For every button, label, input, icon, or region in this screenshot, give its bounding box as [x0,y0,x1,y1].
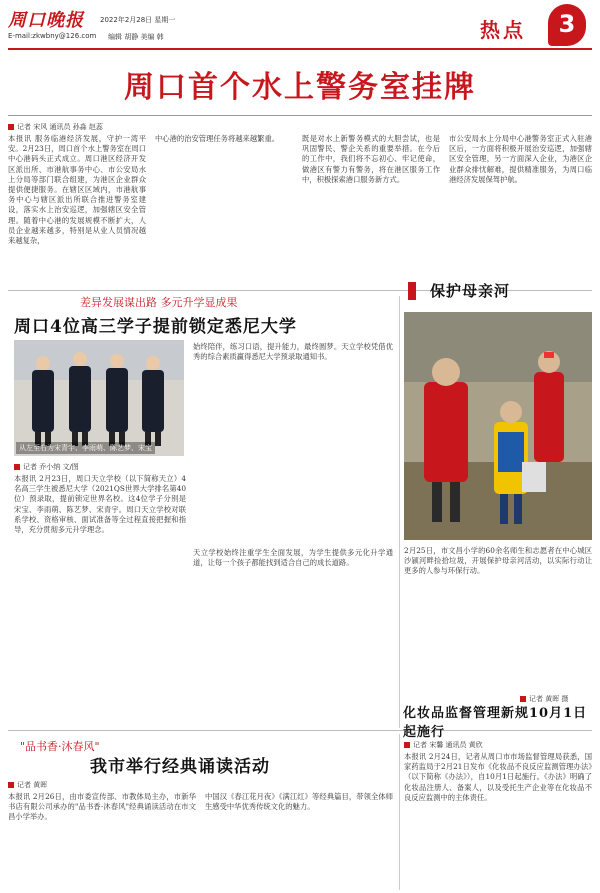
story2-col3: 天立学校始终注重学生全面发展，为学生提供多元化升学通道，让每一个孩子都能找到适合自己的成长道路。 [193,548,393,568]
story1-col3: 既是对水上新警务模式的大胆尝试，也是巩固警民、警企关系的重要举措。在今后的工作中，我们将不忘初心、牢记使命，做港区有警力有警务，将在港区服务工作中，积极探索港口服务新方式。 [302,134,440,184]
header-rule [8,48,592,50]
masthead-email: E-mail:zkwbny@126.com [8,32,97,40]
story3-caption: 2月25日，市文昌小学的60余名师生和志愿者在中心城区沙颍河畔捡拾垃圾，开展保护母亲河活动，以实际行动让更多的人参与环保行动。 [404,546,592,576]
story5-col1: 本报讯 2月24日，记者从周口市市场监督管理局获悉，国家药监局于2月21日发布《化妆品不良反应监测管理办法》（以下简称《办法》），自10月1日起施行。《办法》明确了化妆品注册人、备案人，以及受托生产企业等在化妆品不良反应监测中的主体责任。 [404,752,592,802]
masthead-date: 2022年2月28日 星期一 [100,16,176,24]
story5-headline: 化妆品监督管理新规10月1日起施行 [403,706,588,740]
section-label: 热点 [480,18,526,42]
students-photo-illustration [14,340,184,456]
story4-col2: 中国汉《春江花月夜》《满江红》等经典篇目，带领全体师生感受中华优秀传统文化的魅力。 [205,792,393,812]
story1-col4: 市公安局水上分局中心港警务室正式入驻港区后，一方面将积极开展治安巡逻，加强辖区安全管理，另一方面深入企业，为港区企业群众排忧解难，提供精准服务，为周口临港经济发展保驾护航。 [449,134,592,184]
story5-byline: 记者 宋馨 通讯员 黄欣 [404,740,483,750]
story4-byline: 记者 黄晖 [8,780,47,790]
protect-title-bar [408,282,416,300]
story1-byline: 记者 宋风 通讯员 孙淼 赵蕊 [8,122,103,132]
story3-headline: 保护母亲河 [430,282,511,300]
headline-rule [8,115,592,116]
column-divider [399,296,400,728]
masthead-editor: 编辑 胡静 美编 韩 [108,33,164,41]
story4-col1: 本报讯 2月26日，由市委宣传部、市教体局主办，市新华书店有限公司承办的"品书香·沐春风"经典诵读活动在市文昌小学举办。 [8,792,196,822]
story2-col1: 本报讯 2月23日，周口天立学校（以下简称天立）4名高三学生被悉尼大学（2021QS世界大学排名第40位）预录取，提前锁定世界名校。这4位学子分别是宋宝、李雨萌、陈艺梦、宋青宇。周口天立学校对联系学校、资格审核、面试准备等全过程直接把握和指导，充分贯彻多元升学理念。 [14,474,186,535]
students-photo [14,340,184,456]
students-photo-caption: 从左至右为宋青宇、李雨萌、陈艺梦、宋宝 [16,442,155,454]
column-divider-bottom [399,734,400,890]
story1-col1: 本报讯 服务临港经济发展，守护一湾平安。2月23日，周口首个水上警务室在周口中心港码头正式成立。周口港区经济开发区派出所、市港航事务中心、市公安局水上分局等部门联合组建，为港区企业群众提供便捷服务。在辖区区域内，市港航事务中心与辖区派出所联合推进警务室建设，落实水上治安巡逻，加强辖区安全管理。随着中心港的发展规模不断扩大，人员企业越来越多，特别是从业人员情况越来越复杂， [8,134,146,246]
cleanup-photo-illustration [404,312,592,540]
newspaper-logo: 周口晚报 [8,10,84,31]
story2-kicker: 差异发展谋出路 多元升学显成果 [80,296,238,309]
story4-headline: 我市举行经典诵读活动 [90,757,270,777]
story2-headline: 周口4位高三学子提前锁定悉尼大学 [14,317,297,337]
main-headline: 周口首个水上警务室挂牌 [124,70,476,105]
story2-col2: 始终陪伴，练习口语，提升能力，最终圆梦。天立学校凭借优秀的综合素质赢得悉尼大学预录取通知书。 [193,342,393,362]
story4-kicker: "品书香·沐春风" [20,740,100,753]
story3-byline: 记者 黄晖 摄 [520,694,568,704]
cleanup-photo [404,312,592,540]
story1-col2: 中心港的治安管理任务将越来越繁重。 [155,134,280,143]
story2-byline: 记者 乔小纳 文/图 [14,462,79,472]
page-number-badge: 3 [548,4,586,46]
masthead [0,0,600,52]
